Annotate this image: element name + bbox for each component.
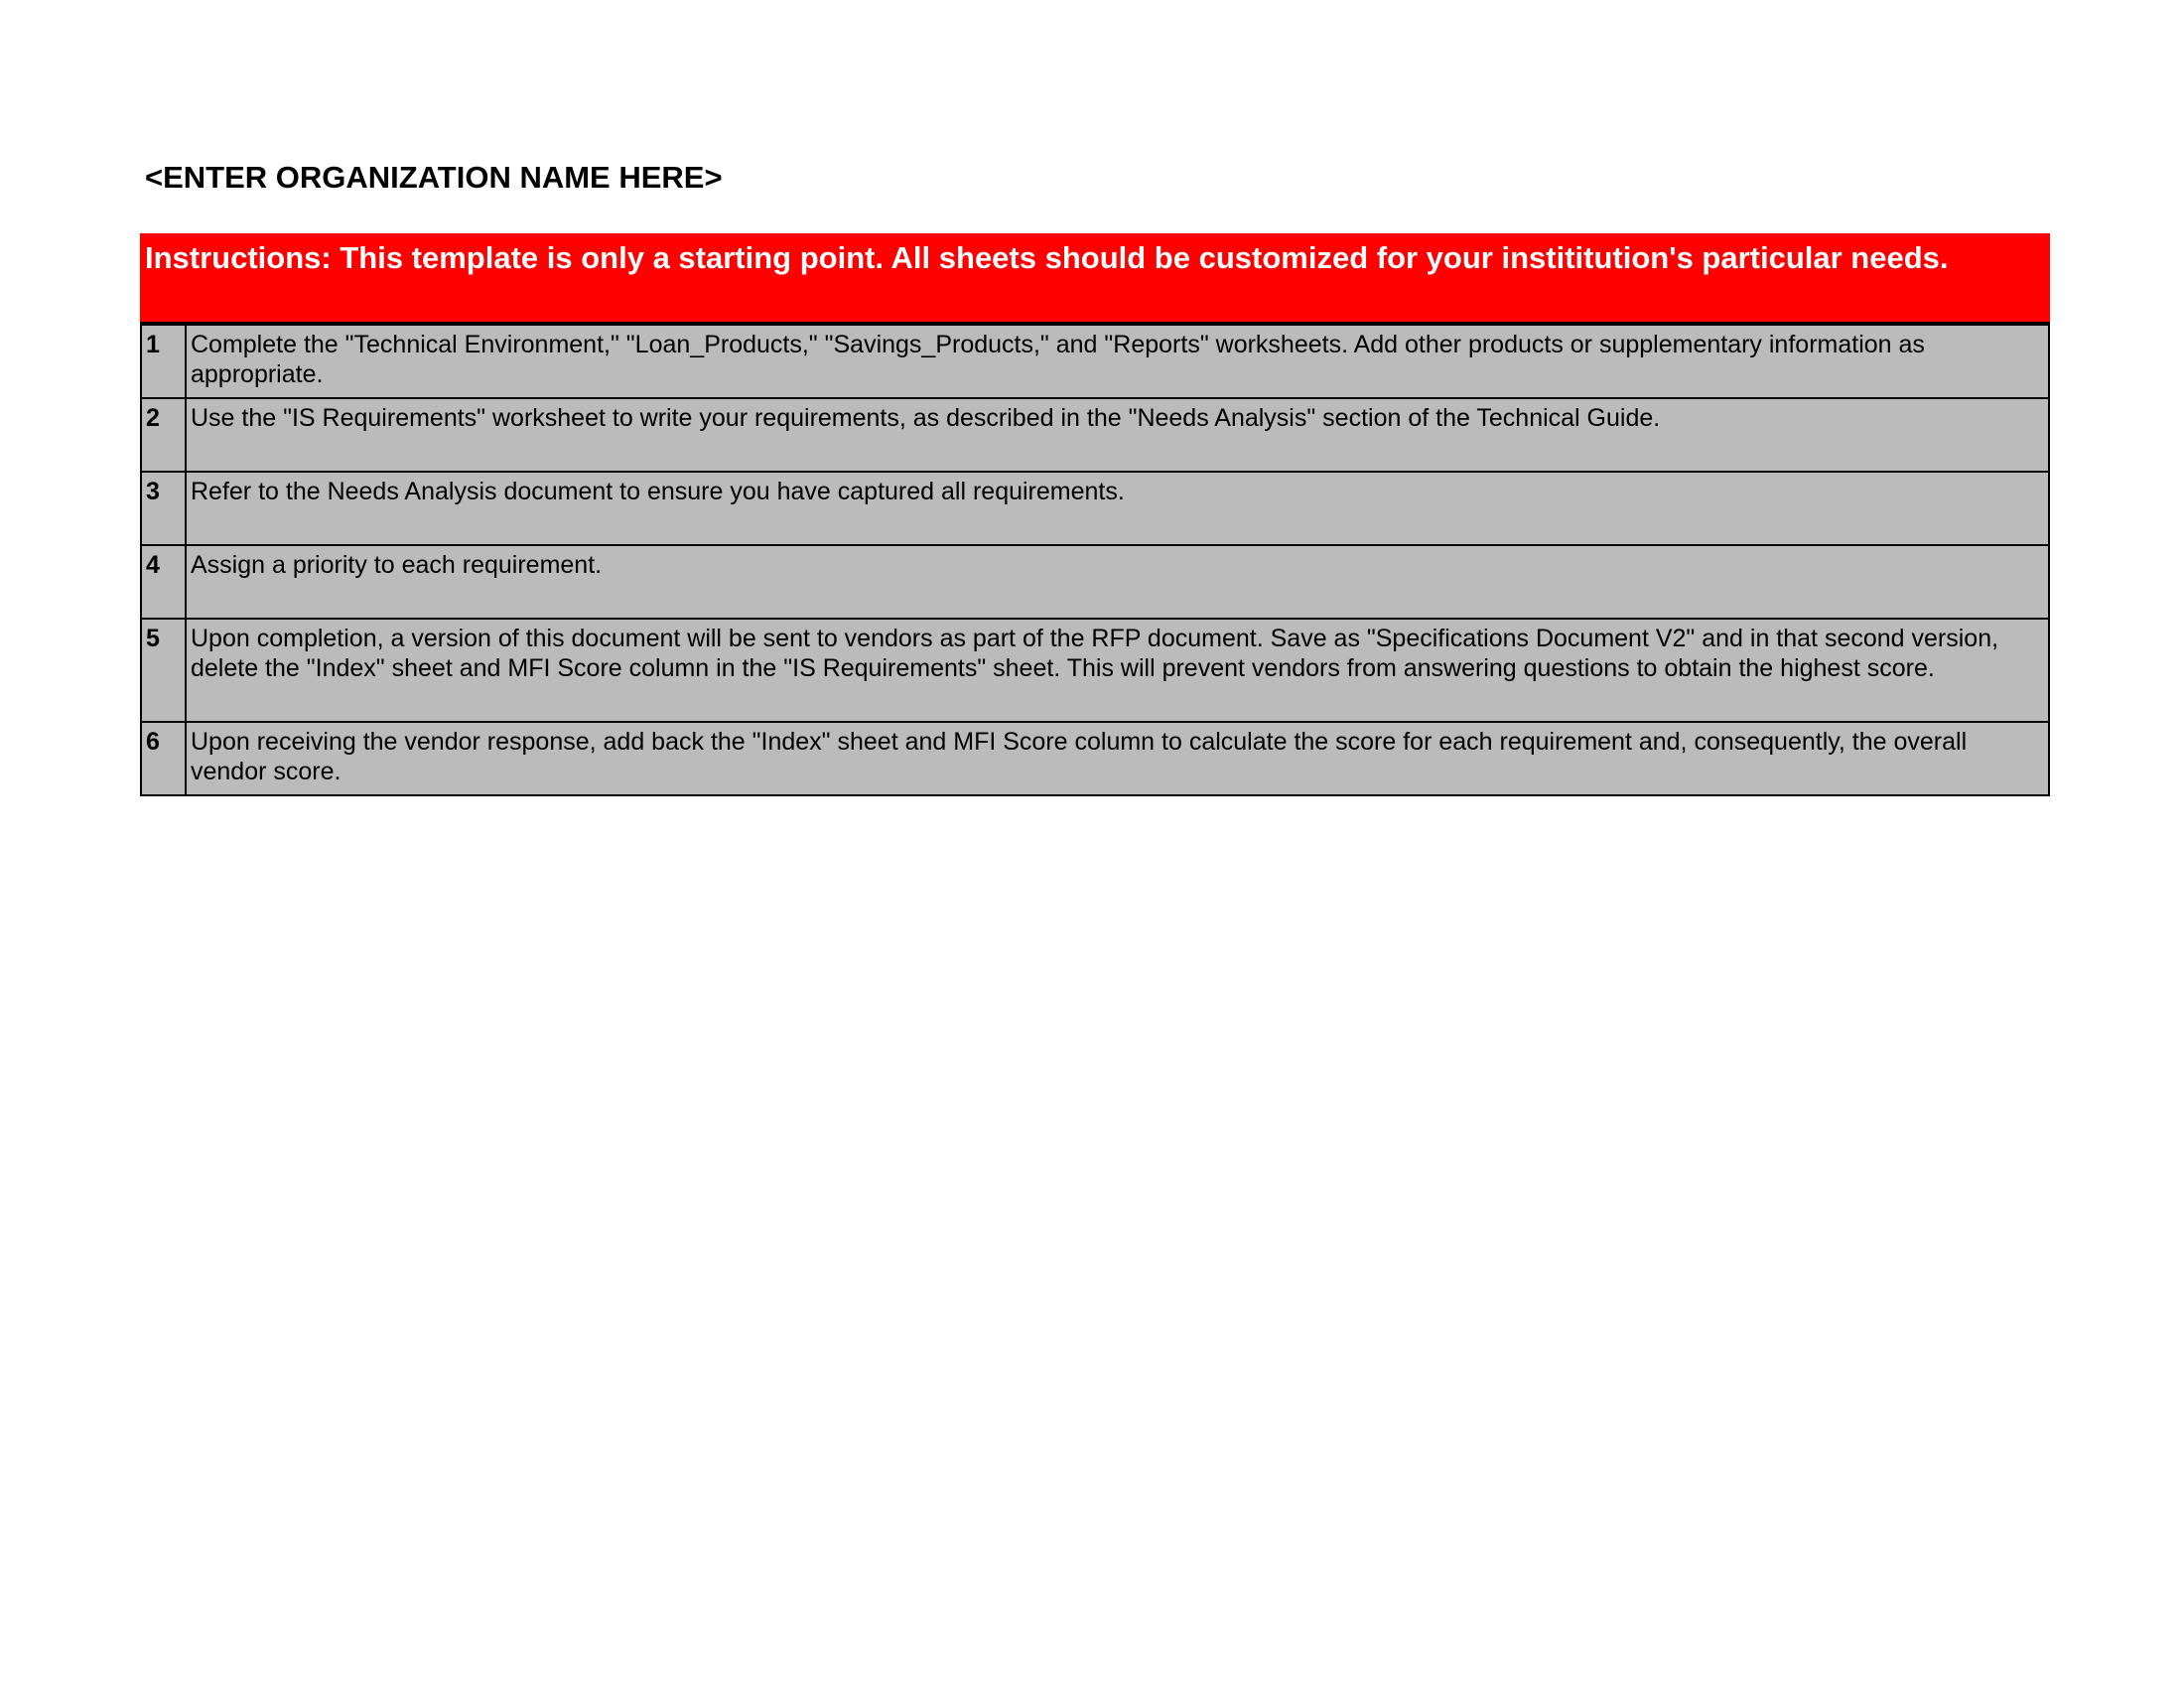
step-row [141, 472, 2049, 545]
step-text: Upon completion, a version of this document will be sent to vendors as part of the RFP document. Save as "Specifications Document V2" and in that second version, delete the "Index" sheet and MFI Score column in the "IS Requirements" sheet. This will prevent vendors from answering questions to obtain the highest score. [186, 619, 2049, 722]
organization-name-title: <ENTER ORGANIZATION NAME HERE> [145, 160, 723, 195]
step-number: 2 [141, 398, 186, 472]
step-row [141, 619, 2049, 722]
step-row [141, 722, 2049, 795]
step-number: 6 [141, 722, 186, 795]
step-text: Refer to the Needs Analysis document to ensure you have captured all requirements. [186, 472, 2049, 545]
step-number: 3 [141, 472, 186, 545]
step-row [141, 325, 2049, 398]
step-text: Complete the "Technical Environment," "Loan_Products," "Savings_Products," and "Reports" worksheets. Add other products or supplementary information as appropriate. [186, 325, 2049, 398]
instructions-steps-table [140, 324, 2050, 796]
instructions-sheet [140, 233, 2050, 796]
step-text: Upon receiving the vendor response, add back the "Index" sheet and MFI Score column to calculate the score for each requirement and, consequently, the overall vendor score. [186, 722, 2049, 795]
step-number: 4 [141, 545, 186, 619]
instructions-banner: Instructions: This template is only a starting point. All sheets should be customized for your instititution's particular needs. [140, 233, 2050, 324]
step-number: 5 [141, 619, 186, 722]
step-text: Use the "IS Requirements" worksheet to write your requirements, as described in the "Needs Analysis" section of the Technical Guide. [186, 398, 2049, 472]
step-row [141, 398, 2049, 472]
step-row [141, 545, 2049, 619]
step-text: Assign a priority to each requirement. [186, 545, 2049, 619]
step-number: 1 [141, 325, 186, 398]
